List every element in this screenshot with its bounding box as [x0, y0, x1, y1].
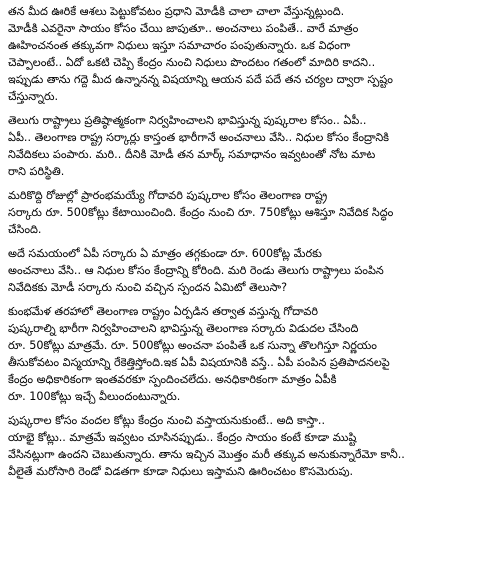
- text-line: పుష్కరాల కోసం వందల కోట్లు కేంద్రం నుంచి వస్తాయనుకుంటే.. అది కాస్తా..: [8, 414, 326, 427]
- text-line: కుంభమేళ తరహాలో తెలంగాణ రాష్ట్రం ఏర్పడిన తర్వాత వస్తున్న గోదావరి: [8, 305, 318, 318]
- text-line: మోడీకి ఎవరైనా సాయం కోసం చేయి జాపుతూ.. అంచనాలు పంపితే.. వారే మాత్రం: [8, 22, 359, 35]
- paragraph-4: [8, 245, 473, 296]
- text-line: మరికొద్ది రోజుల్లో ప్రారంభమయ్యే గోదావరి పుష్కరాల కోసం తెలంగాణ రాష్ట్ర: [8, 189, 328, 202]
- text-line: పుష్కరాల్ని భారీగా నిర్వహించాలని భావిస్తున్న తెలంగాణ సర్కారు విడుదల చేసింది: [8, 322, 359, 335]
- text-line: తెలుగు రాష్ట్రాలు ప్రతిష్ఠాత్మకంగా నిర్వహించాలని భావిస్తున్న పుష్కరాల కోసం.. ఏపీ..: [8, 114, 367, 127]
- text-line: కేంద్రం అధికారికంగా ఇంతవరకూ స్పందించలేదు. అనధికారికంగా మాత్రం ఏపీకి: [8, 373, 337, 386]
- text-line: ఇప్పుడు తాను గద్దె మీద ఉన్నానన్న విషయాన్ని ఆయన పదే పదే తన చర్యల ద్వారా స్పష్టం: [8, 73, 393, 86]
- text-line: తీసుకోవటం విస్మయాన్ని రేకెత్తిస్తోంది.ఇక ఏపీ విషయానికి వస్తే.. ఏపీ పంపిన ప్రతిపాదనలపై: [8, 356, 390, 369]
- text-line: యాభై కోట్లు.. మాత్రమే ఇవ్వటం చూసినప్పుడు.. కేంద్రం సాయం కంటే కూడా ముష్టి: [8, 431, 357, 444]
- text-line: ఏపీ.. తెలంగాణ రాష్ట్ర సర్కార్లు కాస్తంత భారీగానే అంచనాలు వేసి.. నిధుల కోసం కేంద్రానికి: [8, 131, 390, 144]
- paragraph-3: [8, 187, 473, 238]
- text-line: తన మీద ఊరికే ఆశలు పెట్టుకోవటం ప్రధాని మోడీకి చాలా చాలా వేస్తున్నట్లుంది.: [8, 5, 345, 18]
- text-line: రాని పరిస్థితి.: [8, 165, 65, 178]
- text-line: అదే సమయంలో ఏపీ సర్కారు ఏ మాత్రం తగ్గకుండా రూ. 600కోట్ల మేరకు: [8, 247, 322, 260]
- text-line: రూ. 50కోట్లు మాత్రమే. రూ. 500కోట్లు అంచనా పంపితే ఒక సున్నా తొలగిస్తూ నిర్ణయం: [8, 339, 377, 352]
- text-line: రూ. 100కోట్లు ఇచ్చే వీలుందంటున్నారు.: [8, 390, 181, 403]
- text-line: చెప్పాలంటే.. ఏదో ఒకటి చెప్పి కేంద్రం నుంచి నిధులు పొందటం గతంలో మాదిరి కాదని..: [8, 56, 376, 69]
- text-line: అంచనాలు వేసి.. ఆ నిధుల కోసం కేంద్రాన్ని కోరింది. మరి రెండు తెలుగు రాష్ట్రాలు పంపిన: [8, 264, 384, 277]
- text-line: చేస్తున్నారు.: [8, 90, 59, 103]
- text-line: నివేదికకు మోడీ సర్కారు నుంచి వచ్చిన స్పందన ఏమిటో తెలుసా?: [8, 281, 288, 294]
- text-line: వీలైతే మరోసారి రెండో విడతగా కూడా నిధులు ఇస్తామని ఊరించటం కొసమెరుపు.: [8, 465, 354, 478]
- paragraph-6: [8, 412, 473, 480]
- paragraph-2: [8, 112, 473, 180]
- text-line: నివేదికలు పంపారు. మరి.. దీనికి మోడీ తన మార్క్ సమాధానం ఇవ్వటంతో నోట మాట: [8, 148, 376, 161]
- text-line: సర్కారు రూ. 500కోట్లు కేటాయించింది. కేంద్రం నుంచి రూ. 750కోట్లు ఆశిస్తూ నివేదిక సిద్ధం: [8, 206, 394, 219]
- text-line: వేసినట్లుగా ఉందని చెబుతున్నారు. తాను ఇచ్చిన మొత్తం మరీ తక్కువ అనుకున్నారేమో కానీ..: [8, 448, 405, 461]
- paragraph-1: [8, 3, 473, 105]
- text-line: చేసింది.: [8, 223, 42, 236]
- text-line: ఊహించనంత తక్కువగా నిధులు ఇస్తూ సమాచారం పంపుతున్నారు. ఒక విధంగా: [8, 39, 351, 52]
- paragraph-5: [8, 303, 473, 405]
